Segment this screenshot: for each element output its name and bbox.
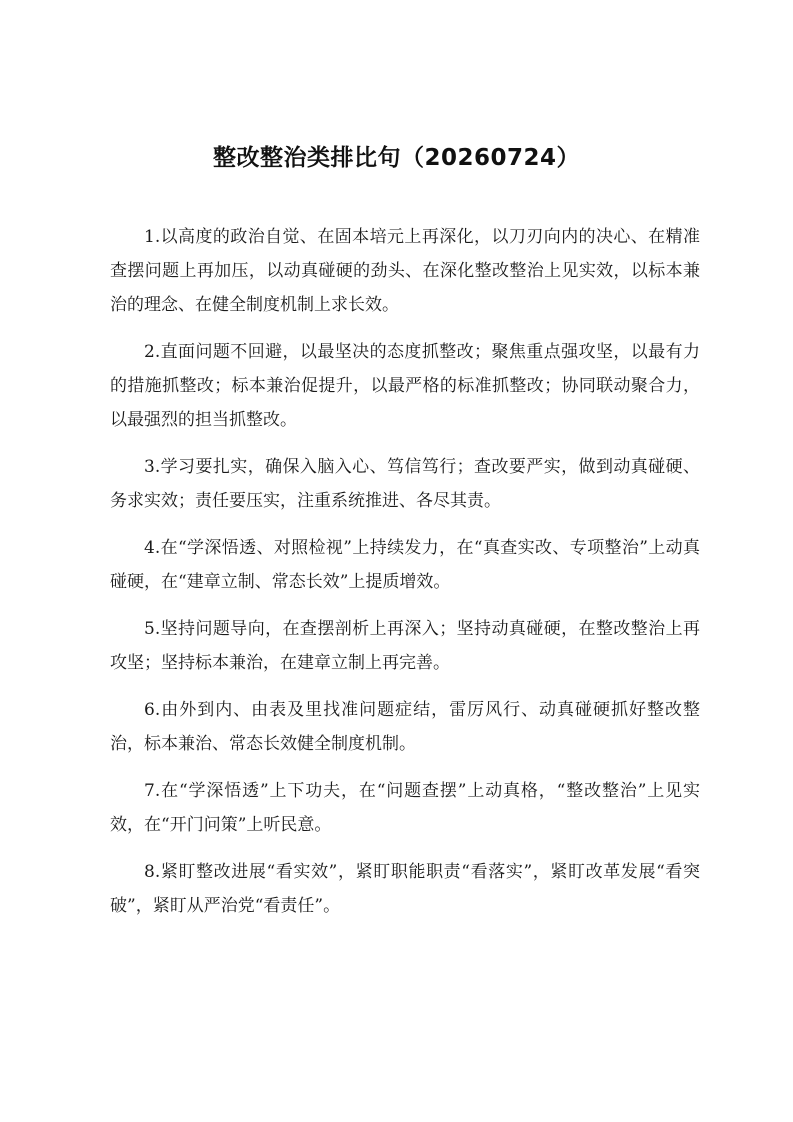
paragraph-7: 7.在“学深悟透”上下功夫，在“问题查摆”上动真格，“整改整治”上见实效，在“开门问策”上听民意。 <box>110 781 700 835</box>
paragraph-3: 3.学习要扎实，确保入脑入心、笃信笃行；查改要严实，做到动真碰硬、务求实效；责任要压实，注重系统推进、各尽其责。 <box>110 457 700 511</box>
document-title: 整改整治类排比句（20260724） <box>212 145 581 171</box>
paragraph-4: 4.在“学深悟透、对照检视”上持续发力，在“真查实改、专项整治”上动真碰硬，在“建章立制、常态长效”上提质增效。 <box>110 538 700 592</box>
paragraph-8: 8.紧盯整改进展“看实效”，紧盯职能职责“看落实”，紧盯改革发展“看突破”，紧盯从严治党“看责任”。 <box>110 862 700 916</box>
document-body <box>110 220 700 936</box>
paragraph-1: 1.以高度的政治自觉、在固本培元上再深化，以刀刃向内的决心、在精准查摆问题上再加压，以动真碰硬的劲头、在深化整改整治上见实效，以标本兼治的理念、在健全制度机制上求长效。 <box>110 227 700 315</box>
paragraph-5: 5.坚持问题导向，在查摆剖析上再深入；坚持动真碰硬，在整改整治上再攻坚；坚持标本兼治，在建章立制上再完善。 <box>110 619 700 673</box>
paragraph-6: 6.由外到内、由表及里找准问题症结，雷厉风行、动真碰硬抓好整改整治，标本兼治、常态长效健全制度机制。 <box>110 700 700 754</box>
paragraph-2: 2.直面问题不回避，以最坚决的态度抓整改；聚焦重点强攻坚，以最有力的措施抓整改；标本兼治促提升，以最严格的标准抓整改；协同联动聚合力，以最强烈的担当抓整改。 <box>110 342 700 430</box>
